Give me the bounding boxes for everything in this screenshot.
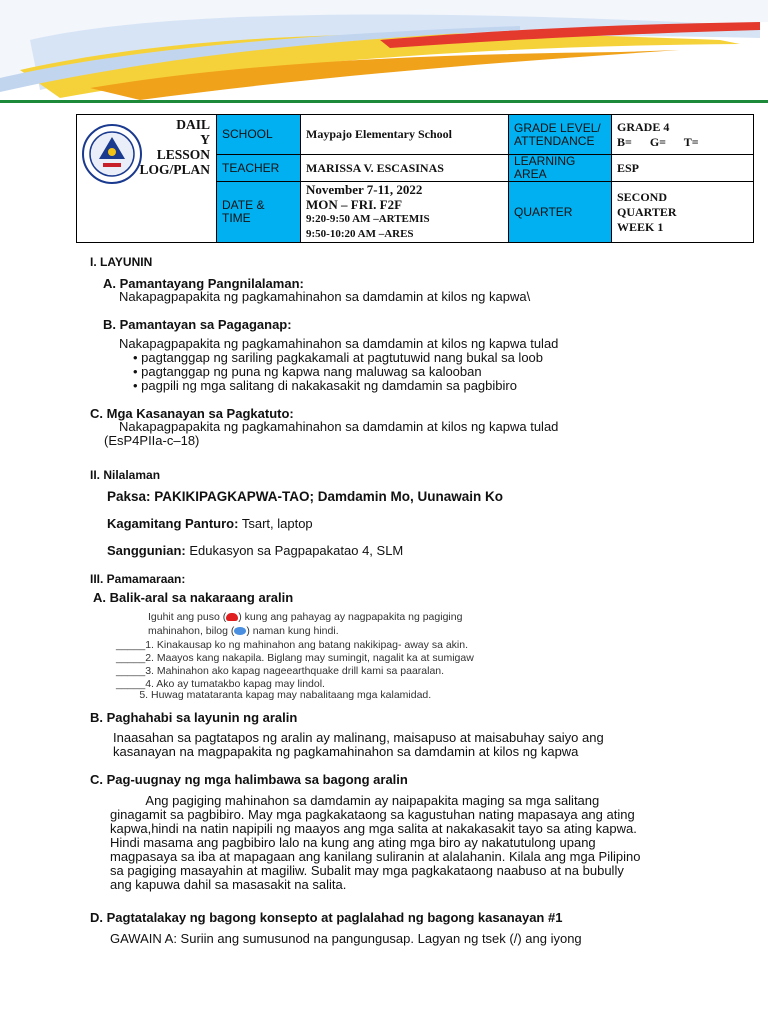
exercise-item: _____3. Mahinahon ako kapag nageearthquake drill kami sa paaralan. — [116, 665, 445, 677]
date-time-label: DATE & TIME — [217, 182, 301, 243]
learning-area-label: LEARNING AREA — [509, 155, 612, 182]
exercise-item: _____2. Maayos kang nakapila. Biglang may sumingit, nagalit ka at sumigaw — [116, 652, 474, 664]
paragraph-line: Hindi masama ang pagbibiro lalo na kung ang ating mga biro ay nakatutulong upang — [110, 835, 596, 850]
heading-pamantayan-pagaganap: B. Pamantayan sa Pagaganap: — [103, 317, 292, 332]
paragraph-line: sa pagiging masayahin at magiliw. Subalit may mga pagkakataong naabuso at na bubully — [110, 863, 624, 878]
school-label: SCHOOL — [217, 115, 301, 155]
text-pamantayan-pagaganap: Nakapagpapakita ng pagkamahinahon sa damdamin at kilos ng kapwa tulad — [119, 336, 559, 351]
heading-pamantayang-pangnilalaman: A. Pamantayang Pangnilalaman: — [103, 276, 304, 291]
paragraph-line: Ang pagiging mahinahon sa damdamin ay naipapakita maging sa mga salitang — [110, 793, 600, 808]
heading-paghahabi: B. Paghahabi sa layunin ng aralin — [90, 710, 298, 725]
review-exercise-image — [116, 609, 606, 701]
exercise-item: _____1. Kinakausap ko ng mahinahon ang batang nakikipag- away sa akin. — [116, 639, 469, 651]
grade-level-label: GRADE LEVEL/ ATTENDANCE — [509, 115, 612, 155]
banner-swoosh-graphic — [0, 0, 768, 108]
date-time-value: November 7-11, 2022 MON – FRI. F2F 9:20-9:50 AM –ARTEMIS 9:50-10:20 AM –ARES — [301, 182, 509, 243]
grade-level-value: GRADE 4 B= G= T= — [612, 115, 754, 155]
heart-icon — [226, 613, 238, 621]
bullet-item: • pagtanggap ng puna ng kapwa nang maluwag sa kalooban — [133, 364, 482, 379]
heading-pag-uugnay: C. Pag-uugnay ng mga halimbawa sa bagong aralin — [90, 772, 408, 787]
circle-icon — [234, 627, 246, 635]
text-paghahabi: kasanayan na magpapakita ng pagkamahinahon sa damdamin at kilos ng kapwa — [113, 744, 579, 759]
exercise-item: _____4. Ako ay tumatakbo kapag may lindol. — [116, 678, 325, 690]
header-banner — [0, 0, 768, 108]
quarter-value: SECOND QUARTER WEEK 1 — [612, 182, 754, 243]
paragraph-line: ginagamit sa pagbibiro. May mga pagkakataong sa kagustuhan nating mapasaya ang ating — [110, 807, 635, 822]
exercise-instruction: mahinahon, bilog ( ) naman kung hindi. — [148, 625, 339, 637]
exercise-item: 5. Huwag matataranta kapag may nabalitaang mga kalamidad. — [116, 689, 432, 701]
quarter-label: QUARTER — [509, 182, 612, 243]
section-layunin: I. LAYUNIN — [90, 255, 153, 269]
dll-header-table — [76, 114, 754, 243]
teacher-value: MARISSA V. ESCASINAS — [301, 155, 509, 182]
deped-seal-icon — [81, 123, 143, 185]
section-pamamaraan: III. Pamamaraan: — [90, 572, 186, 586]
text-kasanayan: Nakapagpapakita ng pagkamahinahon sa damdamin at kilos ng kapwa tulad — [119, 419, 559, 434]
sanggunian: Sanggunian: Edukasyon sa Pagpapakatao 4, SLM — [107, 543, 404, 558]
exercise-instruction: Iguhit ang puso ( ) kung ang pahayag ay nagpapakita ng pagiging — [148, 611, 463, 623]
teacher-label: TEACHER — [217, 155, 301, 182]
bullet-item: • pagtanggap ng sariling pagkakamali at pagtutuwid nang bukal sa loob — [133, 350, 544, 365]
heading-balik-aral: A. Balik-aral sa nakaraang aralin — [93, 590, 294, 605]
paksa: Paksa: PAKIKIPAGKAPWA-TAO; Damdamin Mo, Uunawain Ko — [107, 489, 504, 504]
text-gawain-a: GAWAIN A: Suriin ang sumusunod na pangungusap. Lagyan ng tsek (/) ang iyong — [110, 931, 582, 946]
logo-cell — [77, 115, 217, 243]
dll-title: DAIL Y LESSON LOG/PLAN — [139, 117, 210, 177]
school-value: Maypajo Elementary School — [301, 115, 509, 155]
text-paghahabi: Inaasahan sa pagtatapos ng aralin ay malinang, maisapuso at maisabuhay saiyo ang — [113, 730, 604, 745]
competency-code: (EsP4PIIa-c–18) — [104, 433, 200, 448]
paragraph-line: kapwa,hindi na natin napipili ng maayos ang mga salita at nakakasakit tayo sa ating kapwa. — [110, 821, 637, 836]
heading-kasanayan: C. Mga Kasanayan sa Pagkatuto: — [90, 406, 294, 421]
paragraph-line: magpasaya sa iba at mapagaan ang kanilang suliranin at alalahanin. Kilala ang mga Pilipino — [110, 849, 641, 864]
section-nilalaman: II. Nilalaman — [90, 468, 161, 482]
learning-area-value: ESP — [612, 155, 754, 182]
green-divider — [0, 100, 768, 103]
kagamitan: Kagamitang Panturo: Tsart, laptop — [107, 516, 313, 531]
text-pamantayang-pangnilalaman: Nakapagpapakita ng pagkamahinahon sa damdamin at kilos ng kapwa\ — [119, 289, 531, 304]
heading-pagtatalakay: D. Pagtatalakay ng bagong konsepto at paglalahad ng bagong kasanayan #1 — [90, 910, 563, 925]
paragraph-line: ang kapuwa dahil sa masasakit na salita. — [110, 877, 347, 892]
attendance-value: B= G= T= — [617, 134, 699, 149]
bullet-item: • pagpili ng mga salitang di nakakasakit ng damdamin sa pagbibiro — [133, 378, 517, 393]
